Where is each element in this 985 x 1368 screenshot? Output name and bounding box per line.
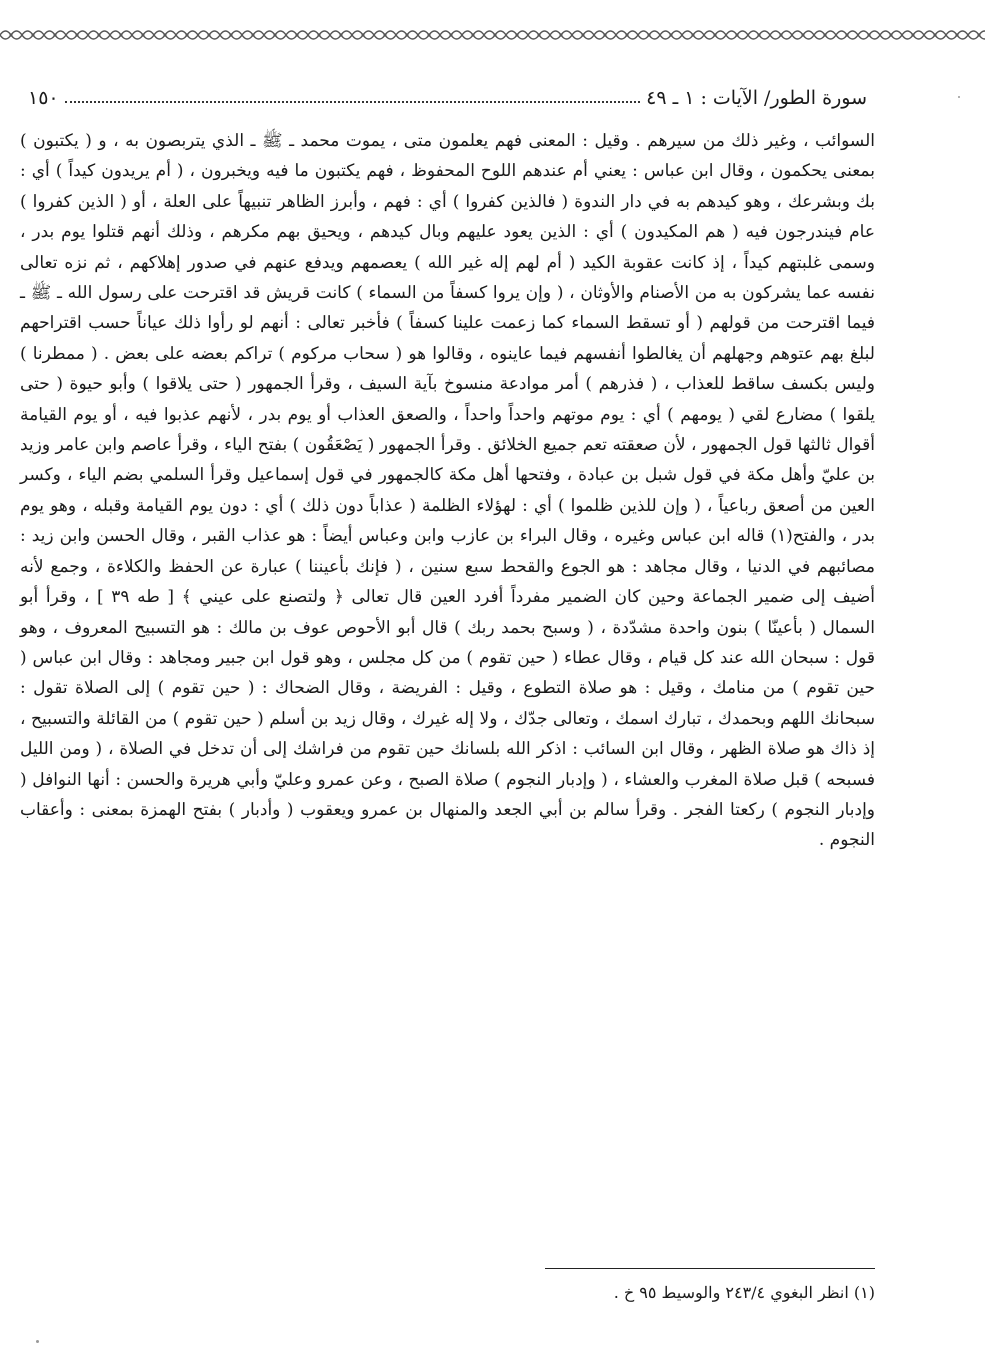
footnote: (١) انظر البغوي ٢٤٣/٤ والوسيط ٩٥ خ . xyxy=(613,1283,875,1302)
footnote-separator xyxy=(545,1268,875,1269)
page-header xyxy=(20,84,875,112)
tafsir-body xyxy=(20,126,875,856)
surah-title: سورة الطور/ الآيات : ١ ـ ٤٩ xyxy=(646,87,867,109)
scan-speck xyxy=(36,1340,39,1343)
page-number: ١٥٠ xyxy=(28,87,59,109)
header-dotted-leader xyxy=(65,101,641,103)
scan-speck xyxy=(958,96,960,98)
tafsir-paragraph: السوائب ، وغير ذلك من سيرهم . وقيل : المعنى فهم يعلمون متى ، يموت محمد ـ ﷺ ـ الذي يتربصون به ، و ( يكتبون ) بمعنى يحكمون ، وقال ابن عباس : يعني أم عندهم اللوح المحفوظ ، فهم يكتبون ما فيه ويخبرون ، ( أم يريدون كيداً ) أي : بك وبشرعك ، وهو كيدهم به في دار الندوة ( فالذين كفروا ) أي : فهم ، وأبرز الظاهر تنبيهاً على العلة ، أو ( الذين كفروا ) عام فيندرجون فيه ( هم المكيدون ) أي : الذين يعود عليهم وبال كيدهم ، ويحيق بهم مكرهم ، وذلك أنهم قتلوا يوم بدر ، وسمى غلبتهم كيداً ، إذ كانت عقوبة الكيد ( أم لهم إله غير الله ) يعصمهم ويدفع عنهم في صدور إهلاكهم ، ثم نزه تعالى نفسه عما يشركون به من الأصنام والأوثان ، ( وإن يروا كسفاً من السماء ) كانت قريش قد اقترحت على رسول الله ـ ﷺ ـ فيما اقترحت من قولهم ( أو تسقط السماء كما زعمت علينا كسفاً ) فأخبر تعالى : أنهم لو رأوا ذلك عياناً حسب اقتراحهم لبلغ بهم عتوهم وجهلهم أن يغالطوا أنفسهم فيما عاينوه ، وقالوا هو ( سحاب مركوم ) تراكم بعضه على بعض . ( ممطرنا ) وليس بكسف ساقط للعذاب ، ( فذرهم ) أمر موادعة منسوخ بآية السيف ، وقرأ الجمهور ( حتى يلاقوا ) وأبو حيوة ( حتى يلقوا ) مضارع لقي ( يومهم ) أي : يوم موتهم واحداً واحداً ، والصعق العذاب أو يوم بدر ، لأنهم عذبوا فيه ، أو يوم القيامة أقوال ثالثها قول الجمهور ، لأن صعقته تعم جميع الخلائق . وقرأ الجمهور ( يَصْعَقُون ) بفتح الياء ، وقرأ عاصم وابن عامر وزيد بن عليّ وأهل مكة في قول شبل بن عبادة ، وفتحها أهل مكة كالجمهور في قول إسماعيل وقرأ السلمي بضم الياء ، وكسر العين من أصعق رباعياً ، ( وإن للذين ظلموا ) أي : لهؤلاء الظلمة ( عذاباً دون ذلك ) أي : دون يوم القيامة وقبله ، وهو يوم بدر ، والفتح(١) قاله ابن عباس وغيره ، وقال البراء بن عازب وابن وعباس أيضاً : هو عذاب القبر ، وقال الحسن وابن زيد : مصائبهم في الدنيا ، وقال مجاهد : هو الجوع والقحط سبع سنين ، ( فإنك بأعيننا ) عبارة عن الحفظ والكلاءة ، وجمع لأنه أضيف إلى ضمير الجماعة وحين كان الضمير مفرداً أفرد العين قال تعالى ﴿ ولتصنع على عيني ﴾ [ طه ٣٩ ] ، وقرأ أبو السمال ( بأعينّا ) بنون واحدة مشدّدة ، ( وسبح بحمد ربك ) قال أبو الأحوص عوف بن مالك : هو التسبيح المعروف ، وهو قول : سبحان الله عند كل قيام ، وقال عطاء ( حين تقوم ) من كل مجلس ، وهو قول ابن جبير ومجاهد : وقال ابن عباس ( حين تقوم ) من منامك ، وقيل : هو صلاة التطوع ، وقيل : الفريضة ، وقال الضحاك : ( حين تقوم ) إلى الصلاة تقول : سبحانك اللهم وبحمدك ، تبارك اسمك ، وتعالى جدّك ، ولا إله غيرك ، وقال زيد بن أسلم ( حين تقوم ) من القائلة والتسبيح ، إذ ذاك هو صلاة الظهر ، وقال ابن السائب : اذكر الله بلسانك حين تقوم من فراشك إلى أن تدخل في الصلاة ، ( ومن الليل فسبحه ) قبل صلاة المغرب والعشاء ، ( وإدبار النجوم ) صلاة الصبح ، وعن عمرو وعليّ وأبي هريرة والحسن : أنها النوافل ( وإدبار النجوم ) ركعتا الفجر . وقرأ سالم بن أبي الجعد والمنهال بن عمرو ويعقوب ( وأدبار ) بفتح الهمزة بمعنى : وأعقاب النجوم . xyxy=(20,131,876,851)
decorative-border xyxy=(0,26,985,44)
